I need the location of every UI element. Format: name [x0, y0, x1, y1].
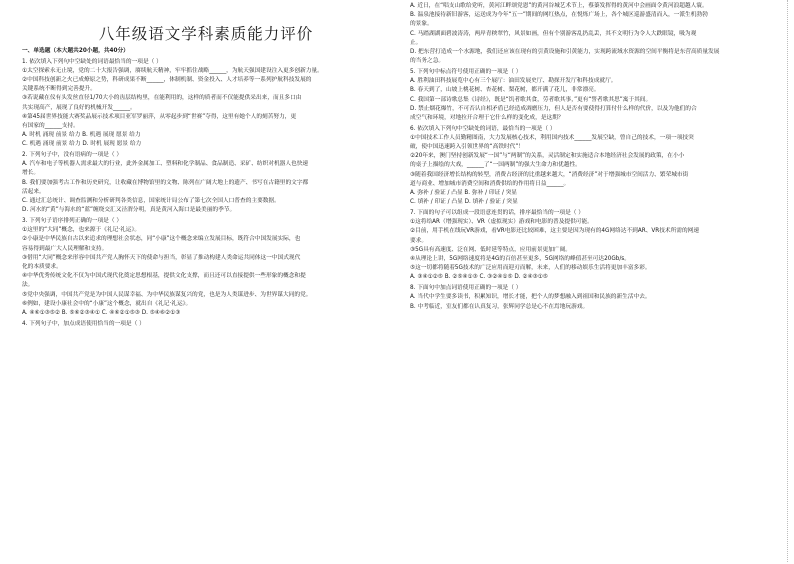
text-line: A. 胜利油田科技展览中心有三个展厅：油田发展史厅、勘探开发厅和科技成就厅。 [410, 78, 617, 85]
text-line: A. 汽车和电子等机器人需求最大的行业，此外金属加工、塑料和化学制品、食品制造、采矿、纺织对机器人也快速 [22, 161, 309, 168]
right-question-list [410, 2, 778, 312]
text-line: 的当务之急。 [410, 58, 445, 65]
text-line: ③随着我国经济增长结构的转型，消费占经济的比重越来越大，“消费经济”对于增强城市空间活力、繁荣城市街 [410, 171, 689, 178]
text-line: C. 机遇 涌现 前景 给力 D. 时机 展现 愿景 给力 [22, 141, 142, 148]
text-line: 增长。 [22, 170, 40, 177]
text-line: D. 禁止烟花爆竹，不可否认自相矛盾已经造成凋磨压力，但人是否有要使得打算付什么样的代价，以及为他们的合 [410, 105, 697, 112]
text-line: ①这将给AR（增强现实）、VR（虚拟现实）游戏和电影的普及提供可能。 [410, 219, 593, 226]
text-line: 成空气和环境，对地拉开合理于它什么样的变化成，是这期？ [410, 114, 564, 121]
text-line: ②中国科技创新之火已成燎原之势，科研成果不断______，体制机制、资金投入、人才培养等一系列护航科技发展的 [22, 76, 312, 83]
text-line: C. 填补 / 印证 / 凸显 D. 填补 / 验证 / 突显 [410, 199, 518, 206]
text-line: 8. 下面句中加点词语使用正确的一项是（ ） [410, 285, 522, 292]
text-line: 4. 下列句子中，加点成语使用恰当的一项是（ ） [22, 320, 145, 327]
text-line: 活起来。 [22, 188, 45, 195]
text-line: ④第45届世界技能大赛奖品展示技术项目亚军罗丽萍，从零起步到“世赛”夺得，这里有她个人的刻苦努力，更 [22, 113, 297, 120]
text-line: ②小康是中华民族自古以来追求的理想社会状态，同“小康”这个概念来编立发展目标，既符合中国发展实际，也 [22, 236, 301, 243]
text-line: A. 弥补 / 验证 / 凸显 B. 弥补 / 印证 / 突显 [410, 190, 518, 197]
text-line: B. 中考临近，室友们都在认真复习，张辉同学总是心不在焉地玩游戏。 [410, 303, 589, 310]
text-line: 止。 [410, 39, 422, 46]
text-line: ①太空探索永无止境，党的二十大报告强调，赓续航天精神，牢牢抓住战略______，为航天强国建设注入更多创新力量。 [22, 67, 323, 74]
page-title: 八年级语文学科素质能力评价 [98, 25, 314, 43]
text-line: ⑤党中央强调，中国共产党是为中国人民谋幸福、为中华民族谋复兴的党，也是为人类谋进步、为世界谋大同的党。 [22, 291, 312, 298]
text-line: C. 通过汇总统计、调查监测和分析研判各类信息，国家统计局公布了第七次全国人口普查的主要数据。 [22, 198, 280, 205]
text-line: 道与商业、增加城市消费空间和消费供给的作用将日益______。 [410, 180, 570, 187]
text-line: 共实现高产，展现了良好的机械开发______。 [22, 104, 136, 111]
text-line: ②目前，用手机在线玩VR游戏，看VR电影还比较困难，这主要是因为现有的4G网络达不到AR、VR技术所需的网速 [410, 228, 700, 235]
text-line: ⑥例如，建设小康社会中的“小康”这个概念，就出自《礼记·礼运》。 [22, 300, 192, 307]
text-line: ②20年来，澳门坚持创新发展“一国”与“两制”的关系，灵活制定和实施适合本地经济社会发展的政策，在小小 [410, 153, 685, 160]
text-line: A. ④⑥①③⑤② B. ⑤⑥②③④① C. ④⑥②①⑤③ D. ⑤④⑥②①③ [22, 309, 181, 316]
text-line: 有国家的______支持。 [22, 122, 79, 129]
text-line: B. 温泉池接待新旧游客，运送成为今年“五一”期间的网红热点，在悦烁广场上，各个城区巡游盛清而入，一派生机勃勃 [410, 12, 708, 19]
text-line: B. 我们要加强考古工作和历史研究，让收藏在博物馆里的文物、陈列在广阔大地上的遗产、书写在古籍里的文字都 [22, 179, 309, 186]
text-line: 的桌子上描绘的大戏，______了“一国两制”的强大生命力和优越性。 [410, 162, 581, 169]
right-column [410, 2, 778, 564]
text-line: 关键系统不断得到完善提升。 [22, 86, 96, 93]
text-line: ①这里的“大同”概念，也来源于《礼记·礼运》。 [22, 227, 141, 234]
text-line: 的景象。 [410, 21, 433, 28]
text-line: ⑤这一切都将随着5G技术的广泛应用而迎刃而解，未来，人们的移动娱乐生活将更加丰富多彩。 [410, 265, 651, 272]
text-line: A. 时机 涌现 前景 给力 B. 机遇 展现 愿景 给力 [22, 132, 141, 139]
text-line: ④从理论上讲，5G网络速度将是4G的百倍甚至更多，5G网络的峰值甚至可达20Gb/s。 [410, 255, 630, 262]
text-line: 破，使中国迅速跨入引领世界的“高铁时代”！ [410, 144, 524, 151]
left-column [22, 0, 390, 562]
text-line: C. 马踏湖湖面碧波涛涛，两岸青秧翠竹，风景如画，但有个别游客乱扔乱丢，其不文明行为令人大跌眼镜，吸为观 [410, 30, 697, 37]
text-line: 7. 下面的句子可以组成一段语意连贯的话，排序最恰当的一项是（ ） [410, 209, 584, 216]
text-line: B. 春天到了，山坡上桃花树、杏花树、梨花树，都开满了花儿，非常漂亮。 [410, 87, 600, 94]
text-line: 化的本质要求。 [22, 263, 62, 270]
text-line: 3. 下列句子语序排列正确的一项是（ ） [22, 217, 123, 224]
text-line: ①中国技术工作人员勤精图南，大力发展核心技术，利用国内技术______发展空缺，曾自己的技术，一项一项技突 [410, 134, 694, 141]
text-line: ③若说藏在仪有头发丝直径1/70大小的齿层结构里，在能利用的，这样的质者而不仅能提供采出来，而且多口由 [22, 95, 302, 102]
text-line: 5. 下列句中标点符号使用正确的一项是（ ） [410, 68, 522, 75]
text-line: 法。 [22, 282, 34, 289]
text-line: 要求。 [410, 237, 428, 244]
text-line: 2. 下列句子中，没有语病的一项是（ ） [22, 152, 123, 159]
text-line: C. 我国第一部诗歌总集《诗经》，既是“饥者歌其食，劳者歌其事，”更有“誓者歌其思”寓于其间。 [410, 96, 652, 103]
margin-rule [786, 0, 788, 562]
text-line: A. ③④①②⑤ B. ②⑤④①③ C. ③②④①⑤ D. ②④③①⑤ [410, 274, 548, 281]
text-line: D. 把东营打造成一个水源地，我们还应该在现有的引黄设施和引黄能力，实现跨流域水资源的空间平衡将是东营高质量发展 [410, 49, 720, 56]
text-line: ③5G具有高速度、泛在网、低时延等特点，应用前景更加广阔。 [410, 246, 571, 253]
text-line: ④中华优秀传统文化不仅为中国式现代化奠定思想根基，提供文化支撑，而且还可以直接提供一些形象的概念和提 [22, 273, 306, 280]
left-question-list [22, 58, 390, 329]
section-heading: 一、单选题（本大题共20小题，共40分） [22, 48, 129, 54]
text-line: ③借用“大同”概念来形容中国共产党人胸怀天下的使命与担当，彰显了推动构建人类命运共同体这一中国式现代 [22, 254, 301, 261]
text-line: A. 当代中学生要多读书，积累知识，增长才能，把个人的梦想融入到祖国和民族的新生活中去。 [410, 294, 651, 301]
text-line: A. 近日，在“唱支山歌给党听，黄河江畔颂党恩”的黄河谷城艺术节上，蔡蓁发挥得的黄河中会画面令黄河浪超越人寰。 [410, 3, 708, 9]
text-line: 6. 依次填入下列句中空缺处的词语，最恰当的一项是（ ） [410, 125, 556, 132]
text-line: D. 河水的“黄”与海水的“蓝”缠绕交汇又泾渭分明，真是黄河入海口是最美丽的季节。 [22, 207, 236, 214]
text-line: 容易得到最广大人民理解和支持。 [22, 245, 108, 252]
text-line: 1. 依次填入下列句中空缺处的词语最恰当的一项是（ ） [22, 58, 162, 65]
